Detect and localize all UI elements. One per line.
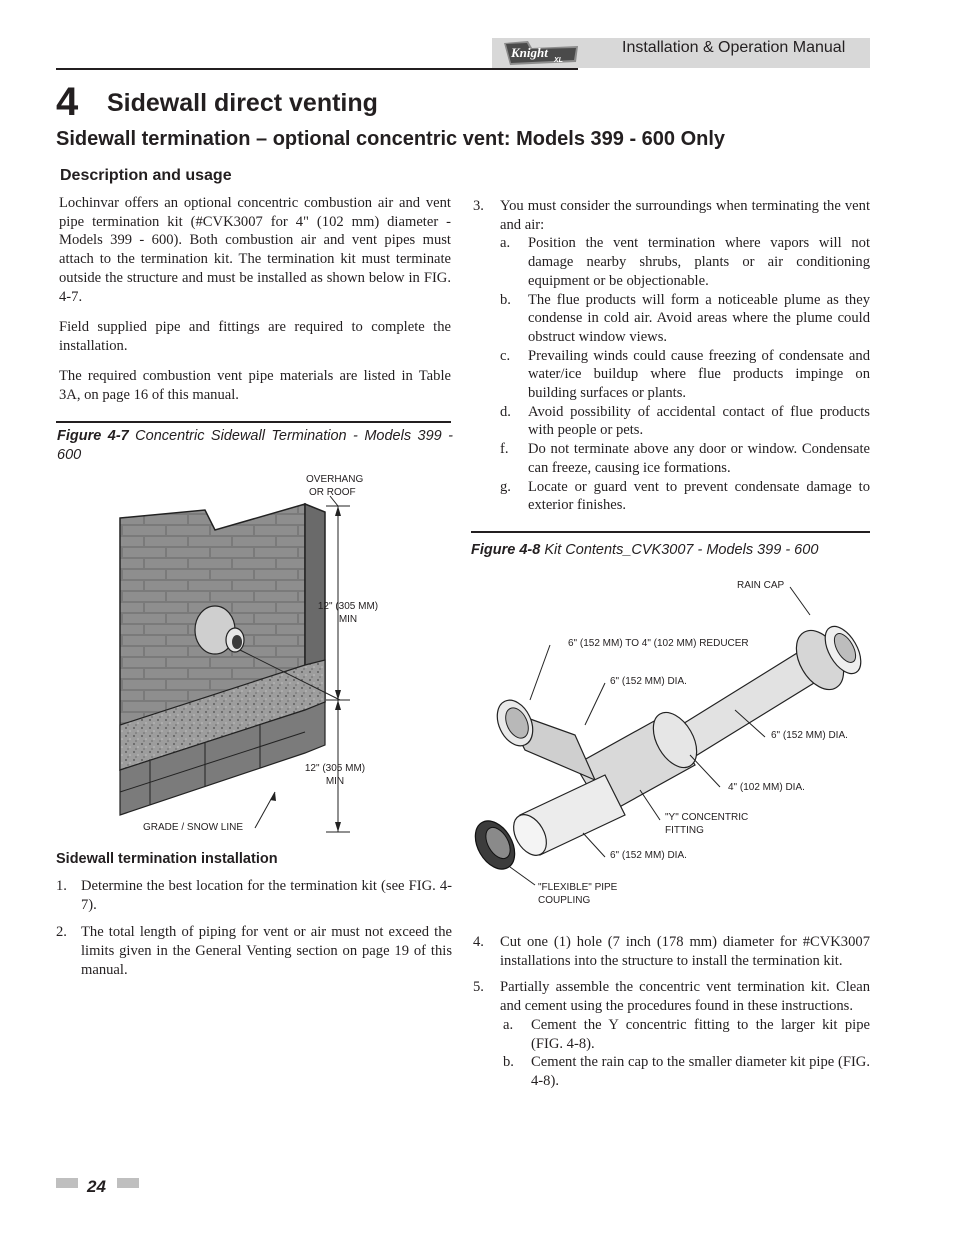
dim-top-line1: 12" (305 MM) xyxy=(317,601,379,612)
footer-block-left xyxy=(56,1178,78,1188)
overhang-label-line1: OVERHANG xyxy=(306,474,364,485)
y-fitting-label xyxy=(665,812,748,837)
figure8-text: Kit Contents_CVK3007 - Models 399 - 600 xyxy=(544,542,819,558)
step-1 xyxy=(56,877,452,914)
step-4-num: 4. xyxy=(473,934,484,950)
dim-top-line2: MIN xyxy=(338,613,358,625)
step-3a-num: a. xyxy=(500,235,511,252)
step-3f-num: f. xyxy=(500,441,509,458)
section-title: Sidewall termination – optional concentric vent: Models 399 - 600 Only xyxy=(56,128,726,150)
footer-block-right xyxy=(117,1178,139,1188)
step-3-block xyxy=(473,197,870,515)
description-subhead: Description and usage xyxy=(60,167,232,184)
install-subhead: Sidewall termination installation xyxy=(56,851,278,867)
step-4-text: Cut one (1) hole (7 inch (178 mm) diameter for #CVK3007 installations into the structure to install the termination kit. xyxy=(500,934,870,969)
reducer-label: 6" (152 MM) TO 4" (102 MM) REDUCER xyxy=(568,638,749,649)
step-1-text: Determine the best location for the termination kit (see FIG. 4-7). xyxy=(81,878,452,913)
y-fitting-line2: FITTING xyxy=(665,824,704,836)
figure7-text: Concentric Sidewall Termination - Models 399 - 600 xyxy=(57,428,453,463)
dia6-label-b: 6" (152 MM) DIA. xyxy=(771,730,848,741)
step-5a xyxy=(503,1016,870,1053)
step-3-num: 3. xyxy=(473,198,484,214)
field-supplied-paragraph: Field supplied pipe and fittings are required to complete the installation. xyxy=(59,319,451,354)
step-3-sublist xyxy=(473,234,870,515)
step-5 xyxy=(473,978,870,1015)
step-1-num: 1. xyxy=(56,878,67,894)
step-3b-text: The flue products will form a noticeable plume as they condense in cold air. Avoid areas where the plume could obstruct window views. xyxy=(528,291,870,345)
step-5b xyxy=(503,1053,870,1090)
step-3b xyxy=(500,291,870,347)
step-3g xyxy=(500,478,870,515)
chapter-title: Sidewall direct venting xyxy=(107,89,378,117)
figure8-caption xyxy=(471,541,871,560)
step-3b-num: b. xyxy=(500,291,511,308)
dim-bottom-line1: 12" (305 MM) xyxy=(304,763,366,774)
step-3 xyxy=(473,197,870,234)
knight-xl-logo xyxy=(502,40,580,66)
dia4-label: 4" (102 MM) DIA. xyxy=(728,782,805,793)
dim-bottom-line2: MIN xyxy=(325,775,345,787)
step-2 xyxy=(56,923,452,979)
figure7-caption xyxy=(57,427,453,465)
step-5a-text: Cement the Y concentric fitting to the larger kit pipe (FIG. 4-8). xyxy=(531,1016,870,1052)
dia6-label-a: 6" (152 MM) DIA. xyxy=(610,676,687,687)
step-3c xyxy=(500,347,870,403)
step-3f-text: Do not terminate above any door or window. Condensate can freeze, causing ice formations. xyxy=(528,441,870,476)
materials-paragraph: The required combustion vent pipe materials are listed in Table 3A, on page 16 of this manual. xyxy=(59,368,451,403)
step-3c-num: c. xyxy=(500,347,511,364)
figure7-rule xyxy=(56,421,451,423)
step-5b-num: b. xyxy=(503,1054,514,1071)
svg-text:Knight: Knight xyxy=(511,45,548,60)
flex-coupling-line1: "FLEXIBLE" PIPE xyxy=(538,882,618,893)
step-4 xyxy=(473,933,870,970)
dim-top-label xyxy=(315,601,381,626)
flex-coupling-label xyxy=(538,882,617,907)
step-3g-text: Locate or guard vent to prevent condensate damage to exterior finishes. xyxy=(528,478,870,514)
step-3-text: You must consider the surroundings when terminating the vent and air: xyxy=(500,198,870,233)
step-2-text: The total length of piping for vent or air must not exceed the limits given in the General Venting section on page 19 of this manual. xyxy=(81,924,452,978)
step-3g-num: g. xyxy=(500,478,511,495)
step-5-text: Partially assemble the concentric vent termination kit. Clean and cement using the procedures found in these instructions. xyxy=(500,979,870,1015)
y-fitting-line1: "Y" CONCENTRIC xyxy=(665,812,749,823)
step-2-num: 2. xyxy=(56,924,67,941)
step-3d xyxy=(500,403,870,440)
rain-cap-label: RAIN CAP xyxy=(737,580,785,591)
chapter-number: 4 xyxy=(56,80,79,124)
step-3c-text: Prevailing winds could cause freezing of condensate and water/ice buildup where flue products impinge on building surfaces or plants. xyxy=(528,347,870,402)
step-3a-text: Position the vent termination where vapors will not damage nearby shrubs, plants or air conditioning equipment or be objectionable. xyxy=(528,235,870,289)
figure7-label: Figure 4-7 xyxy=(57,428,129,444)
step-5-num: 5. xyxy=(473,979,484,996)
steps-4-5 xyxy=(473,933,870,1091)
page-number: 24 xyxy=(87,1177,106,1196)
overhang-label-line2: OR ROOF xyxy=(309,486,356,498)
step-3d-text: Avoid possibility of accidental contact of flue products with people or pets. xyxy=(528,403,870,439)
header-rule xyxy=(56,68,578,70)
intro-paragraph: Lochinvar offers an optional concentric combustion air and vent pipe termination kit (#CVK3007 for 4" (102 mm) diameter - Models 399 - 600). Both combustion air and vent pipes must attach to the termination kit. The termination kit must terminate outside the structure and must be installed as shown below in FIG. 4-7. xyxy=(59,195,451,305)
step-5a-num: a. xyxy=(503,1016,514,1033)
dim-bottom-label xyxy=(302,763,368,788)
step-5-sublist xyxy=(473,1016,870,1091)
step-3d-num: d. xyxy=(500,403,511,420)
figure8-diagram xyxy=(465,575,875,915)
flex-coupling-line2: COUPLING xyxy=(538,894,591,906)
overhang-label xyxy=(306,474,363,499)
step-3f xyxy=(500,440,870,477)
dia6-label-c: 6" (152 MM) DIA. xyxy=(610,850,687,861)
svg-text:XL: XL xyxy=(554,57,563,64)
figure8-rule xyxy=(471,531,870,533)
install-steps xyxy=(56,877,452,980)
manual-title: Installation & Operation Manual xyxy=(622,39,846,56)
step-3a xyxy=(500,234,870,290)
step-5b-text: Cement the rain cap to the smaller diameter kit pipe (FIG. 4-8). xyxy=(531,1054,870,1089)
figure8-label: Figure 4-8 xyxy=(471,542,541,558)
grade-label: GRADE / SNOW LINE xyxy=(143,822,244,833)
